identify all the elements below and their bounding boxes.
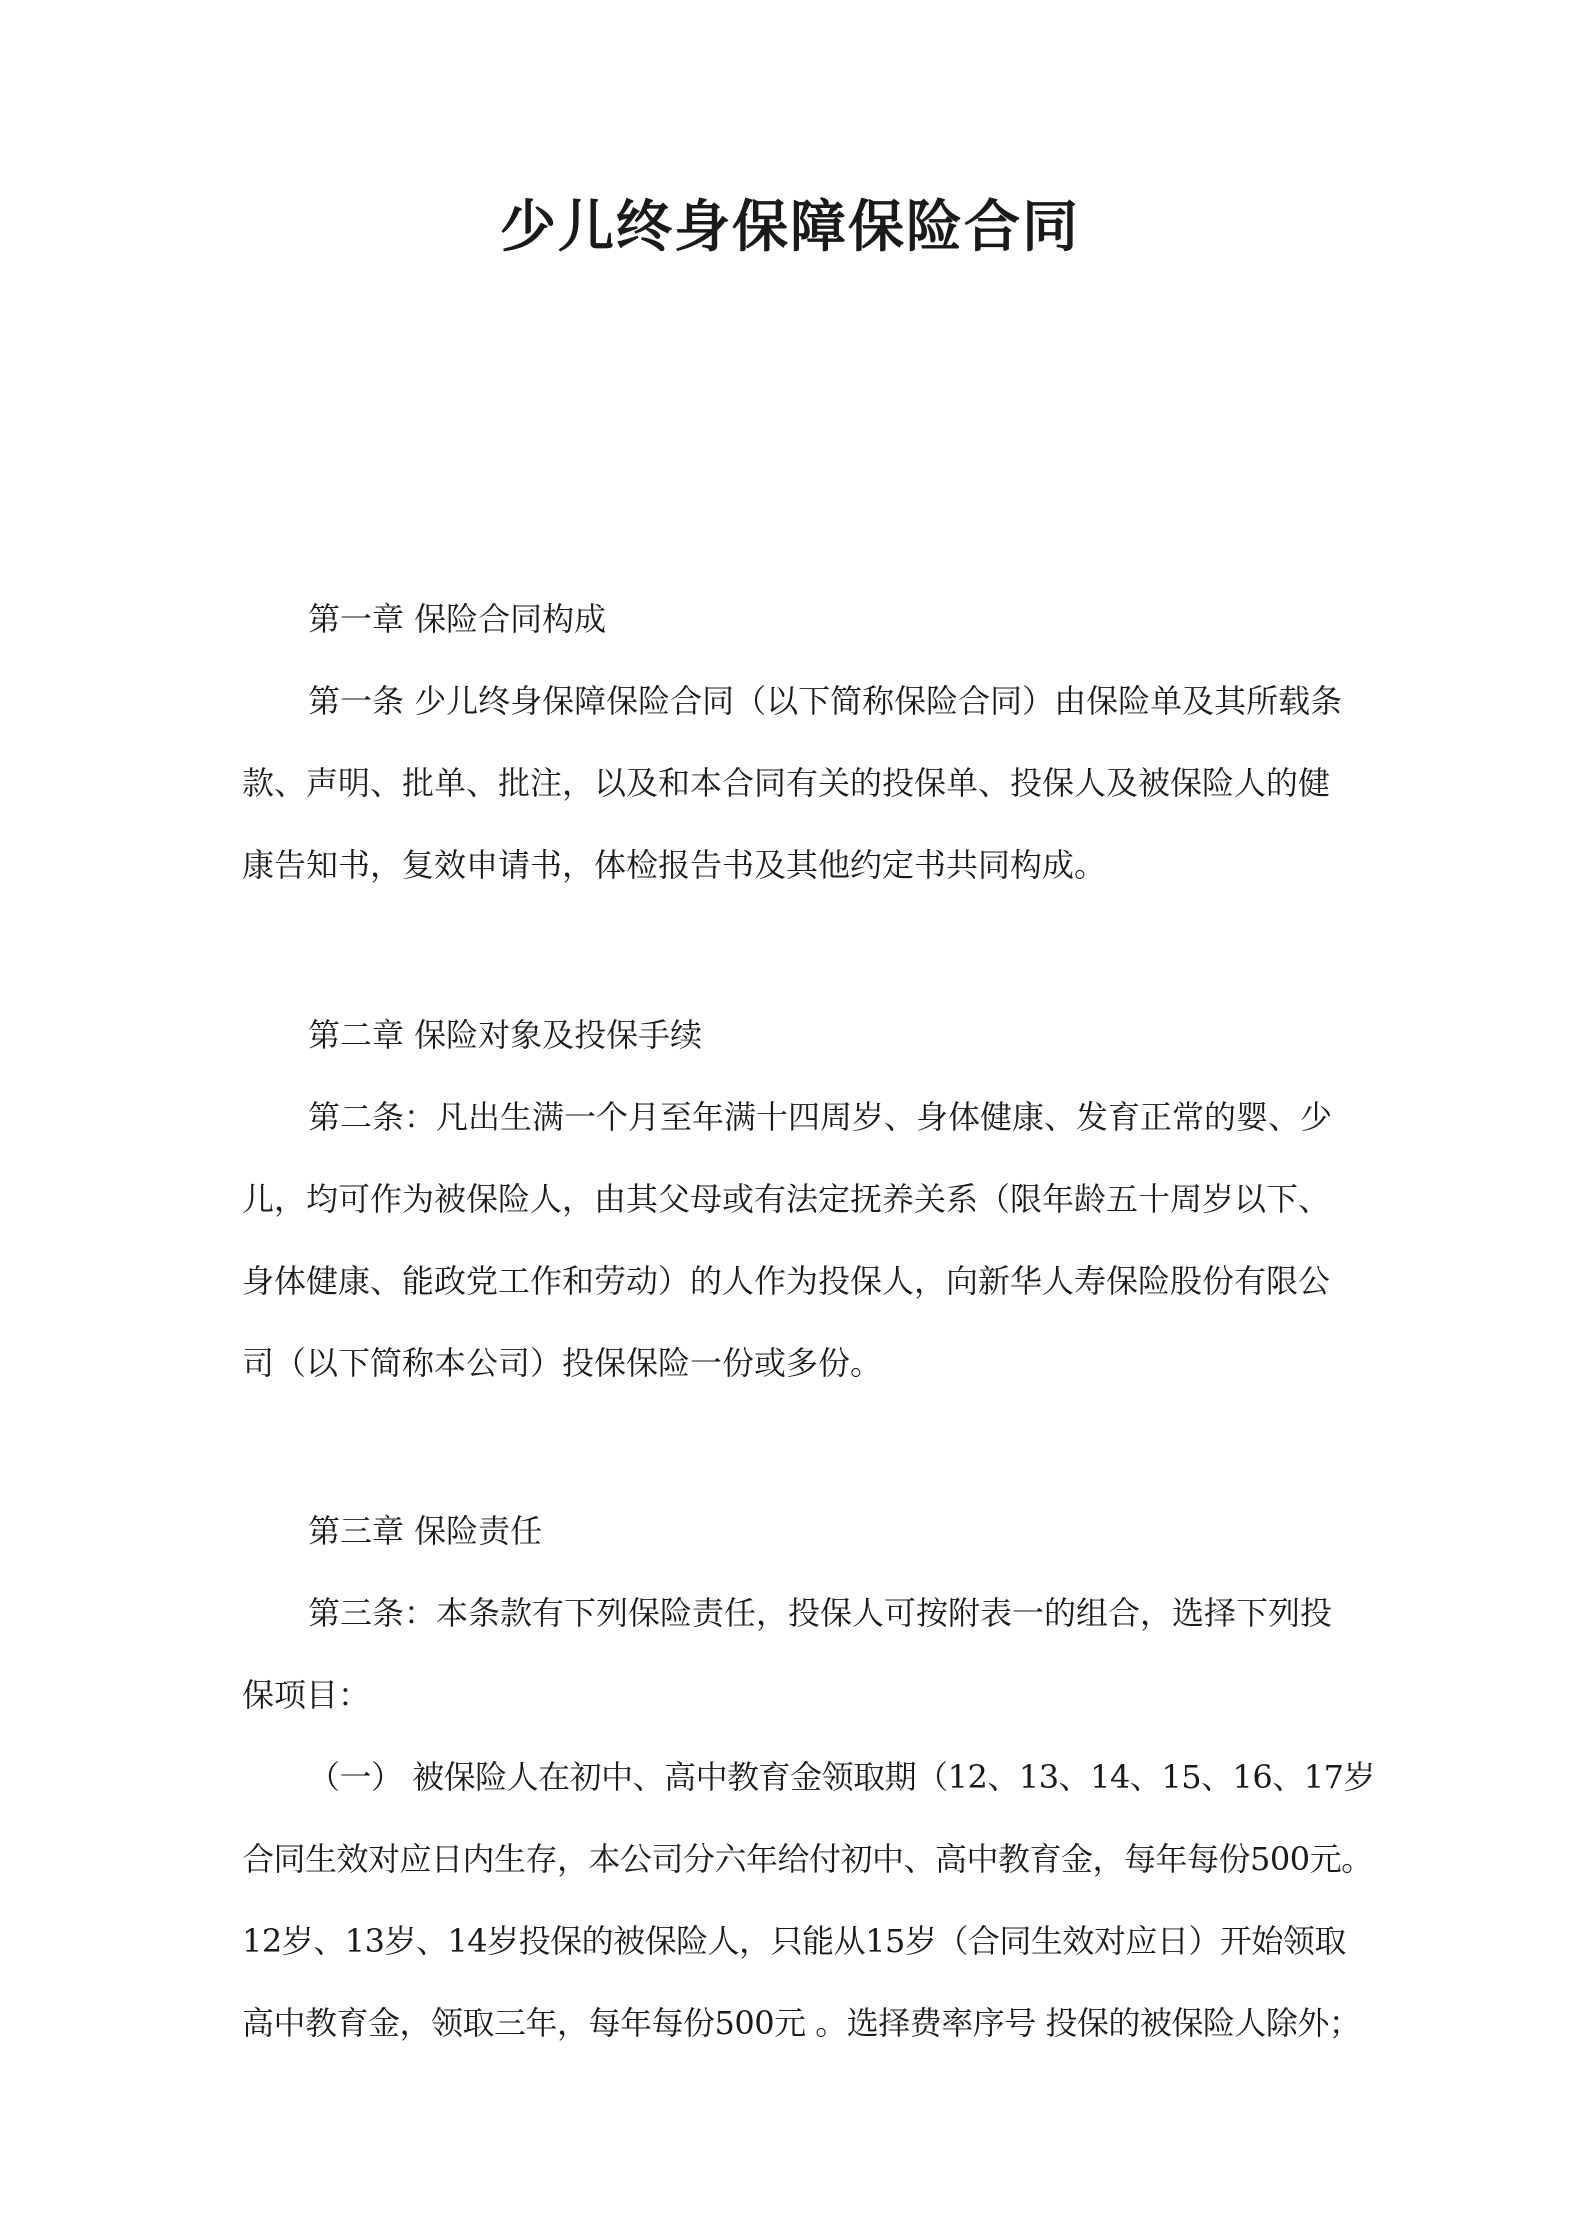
chapter-heading: 第三章 保险责任 [308,1512,543,1550]
paragraph-line: 儿，均可作为被保险人，由其父母或有法定抚养关系（限年龄五十周岁以下、 [242,1180,1331,1218]
paragraph-line: 司（以下简称本公司）投保保险一份或多份。 [242,1344,883,1382]
paragraph-line: 款、声明、批单、批注，以及和本合同有关的投保单、投保人及被保险人的健 [242,764,1331,802]
paragraph-line: 第二条：凡出生满一个月至年满十四周岁、身体健康、发育正常的婴、少 [308,1098,1333,1136]
paragraph-line: 康告知书，复效申请书，体检报告书及其他约定书共同构成。 [242,846,1107,884]
paragraph-line: 第三条：本条款有下列保险责任，投保人可按附表一的组合，选择下列投 [308,1594,1333,1632]
paragraph-line: 第一条 少儿终身保障保险合同（以下简称保险合同）由保险单及其所载条 [308,682,1343,720]
paragraph-line: 高中教育金，领取三年，每年每份500元 。选择费率序号 投保的被保险人除外； [242,2004,1361,2042]
chapter-heading: 第二章 保险对象及投保手续 [308,1016,703,1054]
chapter-3-section [242,1490,1375,2064]
paragraph-line: 身体健康、能政党工作和劳动）的人作为投保人，向新华人寿保险股份有限公 [242,1262,1331,1300]
chapter-2-section [242,994,1370,1404]
chapter-1-section [242,578,1370,906]
paragraph-line: 合同生效对应日内生存，本公司分六年给付初中、高中教育金，每年每份500元。 [242,1840,1373,1878]
document-title: 少儿终身保障保险合同 [500,195,1080,260]
paragraph-line: 12岁、13岁、14岁投保的被保险人，只能从15岁（合同生效对应日）开始领取 [242,1922,1346,1960]
paragraph-line: （一） 被保险人在初中、高中教育金领取期（12、13、14、15、16、17岁 [308,1758,1375,1796]
chapter-heading: 第一章 保险合同构成 [308,600,607,638]
paragraph-line: 保项目： [242,1676,371,1714]
